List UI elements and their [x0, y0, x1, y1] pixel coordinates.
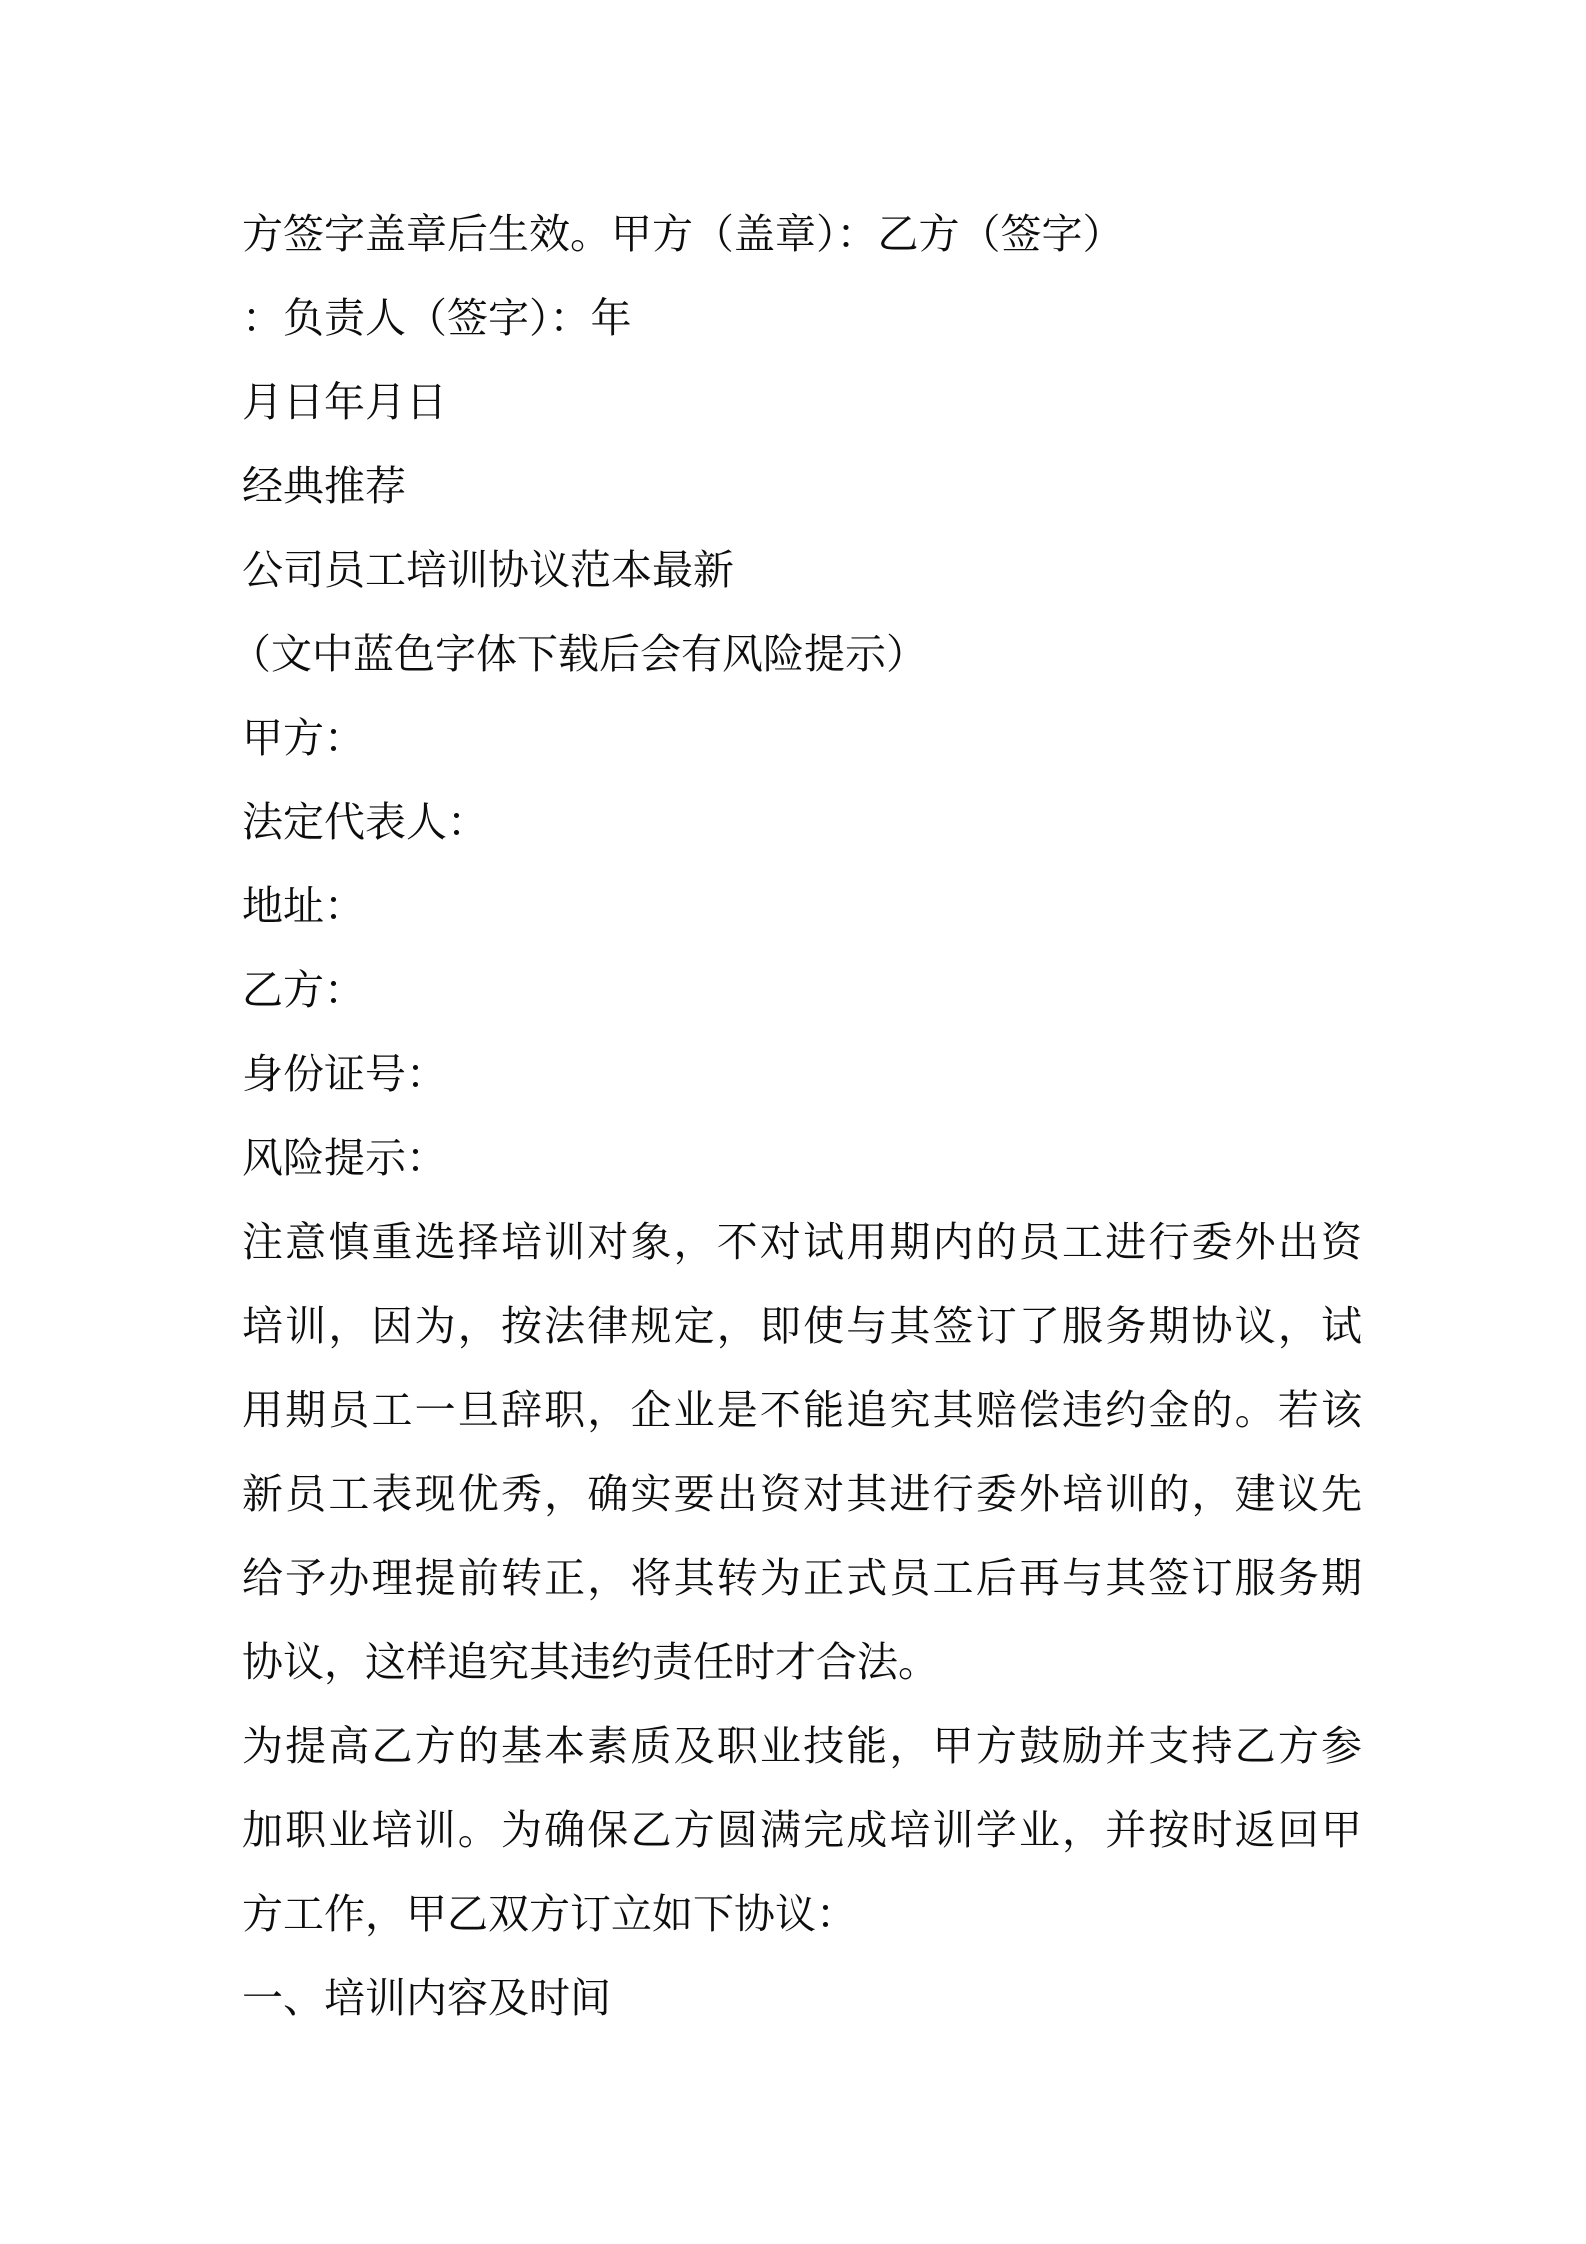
risk-note-text: （文中蓝色字体下载后会有风险提示）: [230, 630, 927, 678]
party-b-label: 乙方：: [242, 966, 365, 1014]
risk-paragraph-line: 协议，这样追究其违约责任时才合法。: [242, 1638, 939, 1686]
risk-paragraph-line: 注意慎重选择培训对象，不对试用期内的员工进行委外出资: [242, 1218, 1362, 1266]
day-label: 日: [406, 378, 447, 426]
document-title: 公司员工培训协议范本最新: [242, 546, 734, 594]
signature-line-3: [242, 360, 1362, 444]
intro-paragraph-line: 为提高乙方的基本素质及职业技能，甲方鼓励并支持乙方参: [242, 1722, 1362, 1770]
intro-paragraph-line: 加职业培训。为确保乙方圆满完成培训学业，并按时返回甲: [242, 1806, 1362, 1854]
signature-line-2: [242, 276, 1362, 360]
document-body: [230, 192, 1362, 2040]
section-heading: 一、培训内容及时间: [242, 1974, 611, 2022]
party-a-label: 甲方：: [242, 714, 365, 762]
classic-recommend: 经典推荐: [242, 462, 406, 510]
address-label: 地址：: [242, 882, 365, 930]
id-number-label: 身份证号：: [242, 1050, 447, 1098]
risk-paragraph-line: 给予办理提前转正，将其转为正式员工后再与其签订服务期: [242, 1554, 1362, 1602]
legal-rep-label: 法定代表人：: [242, 798, 488, 846]
signature-text: ：: [242, 294, 283, 342]
day-label: 日: [283, 378, 324, 426]
signature-text: 方签字盖章后生效。甲方（盖章）：: [242, 210, 878, 258]
risk-paragraph-line: 培训，因为，按法律规定，即使与其签订了服务期协议，试: [242, 1302, 1362, 1350]
signature-line-1: [242, 192, 1362, 276]
signature-text: 负责人（签字）：: [283, 294, 591, 342]
year-label: 年: [590, 294, 632, 342]
risk-label: 风险提示：: [242, 1134, 447, 1182]
signature-text: 乙方（签字）: [877, 210, 1124, 258]
risk-paragraph-line: 用期员工一旦辞职，企业是不能追究其赔偿违约金的。若该: [242, 1386, 1362, 1434]
year-label: 年: [324, 378, 365, 426]
risk-paragraph-line: 新员工表现优秀，确实要出资对其进行委外培训的，建议先: [242, 1470, 1362, 1518]
risk-note: [230, 612, 1362, 696]
month-label: 月: [242, 378, 283, 426]
intro-paragraph-line: 方工作，甲乙双方订立如下协议：: [242, 1890, 857, 1938]
month-label: 月: [365, 378, 406, 426]
